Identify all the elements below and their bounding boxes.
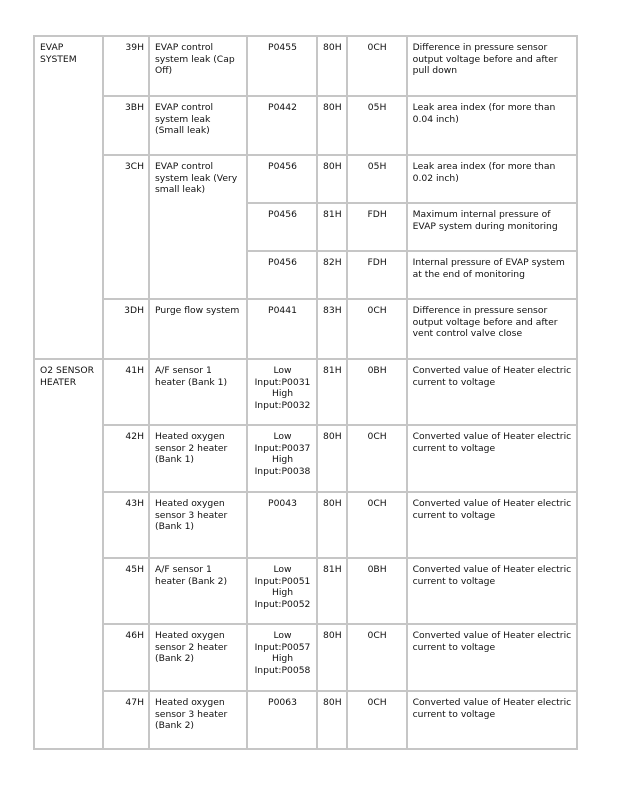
test-id-cell: 43H [103,492,149,558]
dtc-line: Input:P0051 [254,575,311,587]
tid-cell: 80H [317,492,347,558]
tid-cell: 82H [317,251,347,299]
dtc-cell [247,691,317,749]
tid-cell: 80H [317,36,347,96]
diagnostic-monitor-table [33,35,578,750]
tid-cell: 80H [317,691,347,749]
system-cell: EVAP SYSTEM [34,36,103,359]
cid-cell: 05H [347,96,407,155]
test-id-cell: 39H [103,36,149,96]
test-id-cell: 41H [103,359,149,425]
table-row [34,36,577,96]
cid-cell: 0CH [347,624,407,691]
dtc-cell [247,359,317,425]
dtc-cell [247,624,317,691]
dtc-line: High [271,587,294,598]
dtc-line: High [271,653,294,664]
dtc-line: P0043 [268,498,297,509]
tid-cell: 81H [317,203,347,251]
test-item-cell: Heated oxygen sensor 3 heater (Bank 1) [149,492,247,558]
description-cell: Internal pressure of EVAP system at the end of monitoring [407,251,577,299]
cid-cell: FDH [347,251,407,299]
cid-cell: FDH [347,203,407,251]
description-cell: Leak area index (for more than 0.04 inch) [407,96,577,155]
tid-cell: 81H [317,558,347,624]
table-row [34,299,577,359]
tid-cell: 80H [317,624,347,691]
test-item-cell: A/F sensor 1 heater (Bank 1) [149,359,247,425]
test-item-cell: A/F sensor 1 heater (Bank 2) [149,558,247,624]
cid-cell: 0CH [347,425,407,492]
dtc-line: P0063 [268,697,297,708]
dtc-cell [247,492,317,558]
test-id-cell: 45H [103,558,149,624]
description-cell: Converted value of Heater electric current to voltage [407,492,577,558]
test-item-cell: Heated oxygen sensor 2 heater (Bank 2) [149,624,247,691]
test-id-cell: 42H [103,425,149,492]
dtc-cell [247,155,317,203]
dtc-line: Input:P0038 [254,465,311,477]
cid-cell: 0BH [347,558,407,624]
dtc-cell [247,299,317,359]
dtc-cell [247,558,317,624]
dtc-cell [247,425,317,492]
description-cell: Converted value of Heater electric current to voltage [407,624,577,691]
dtc-line: Input:P0037 [254,442,311,454]
dtc-line: P0442 [268,102,297,113]
table-row [34,96,577,155]
table-row [34,425,577,492]
dtc-line: Input:P0058 [254,664,311,676]
dtc-line: Low [273,365,292,376]
test-item-cell: Heated oxygen sensor 3 heater (Bank 2) [149,691,247,749]
cid-cell: 0BH [347,359,407,425]
dtc-line: High [271,388,294,399]
system-cell: O2 SENSOR HEATER [34,359,103,749]
test-item-cell: Purge flow system [149,299,247,359]
dtc-line: P0456 [268,257,297,268]
cid-cell: 0CH [347,36,407,96]
dtc-line: Input:P0057 [254,641,311,653]
description-cell: Difference in pressure sensor output voltage before and after vent control valve close [407,299,577,359]
table-row [34,558,577,624]
test-item-cell: EVAP control system leak (Very small leak) [149,155,247,299]
table-row [34,691,577,749]
dtc-line: P0456 [268,161,297,172]
table-row [34,155,577,203]
dtc-line: Low [273,630,292,641]
description-cell: Converted value of Heater electric current to voltage [407,691,577,749]
dtc-line: P0441 [268,305,297,316]
dtc-cell [247,36,317,96]
tid-cell: 83H [317,299,347,359]
table-row [34,624,577,691]
dtc-line: Low [273,564,292,575]
test-id-cell: 3CH [103,155,149,299]
dtc-line: P0456 [268,209,297,220]
test-item-cell: EVAP control system leak (Cap Off) [149,36,247,96]
test-id-cell: 3DH [103,299,149,359]
description-cell: Converted value of Heater electric current to voltage [407,558,577,624]
dtc-cell [247,251,317,299]
test-item-cell: EVAP control system leak (Small leak) [149,96,247,155]
dtc-line: High [271,454,294,465]
description-cell: Maximum internal pressure of EVAP system during monitoring [407,203,577,251]
dtc-line: Low [273,431,292,442]
description-cell: Difference in pressure sensor output voltage before and after pull down [407,36,577,96]
test-id-cell: 47H [103,691,149,749]
dtc-cell [247,96,317,155]
dtc-line: Input:P0031 [254,376,311,388]
description-cell: Converted value of Heater electric current to voltage [407,359,577,425]
test-id-cell: 46H [103,624,149,691]
test-item-cell: Heated oxygen sensor 2 heater (Bank 1) [149,425,247,492]
dtc-line: Input:P0032 [254,399,311,411]
cid-cell: 0CH [347,691,407,749]
dtc-line: P0455 [268,42,297,53]
cid-cell: 0CH [347,492,407,558]
tid-cell: 80H [317,155,347,203]
tid-cell: 80H [317,96,347,155]
tid-cell: 81H [317,359,347,425]
description-cell: Leak area index (for more than 0.02 inch) [407,155,577,203]
description-cell: Converted value of Heater electric current to voltage [407,425,577,492]
table-row [34,492,577,558]
dtc-line: Input:P0052 [254,598,311,610]
cid-cell: 05H [347,155,407,203]
dtc-cell [247,203,317,251]
tid-cell: 80H [317,425,347,492]
test-id-cell: 3BH [103,96,149,155]
table-row [34,359,577,425]
cid-cell: 0CH [347,299,407,359]
